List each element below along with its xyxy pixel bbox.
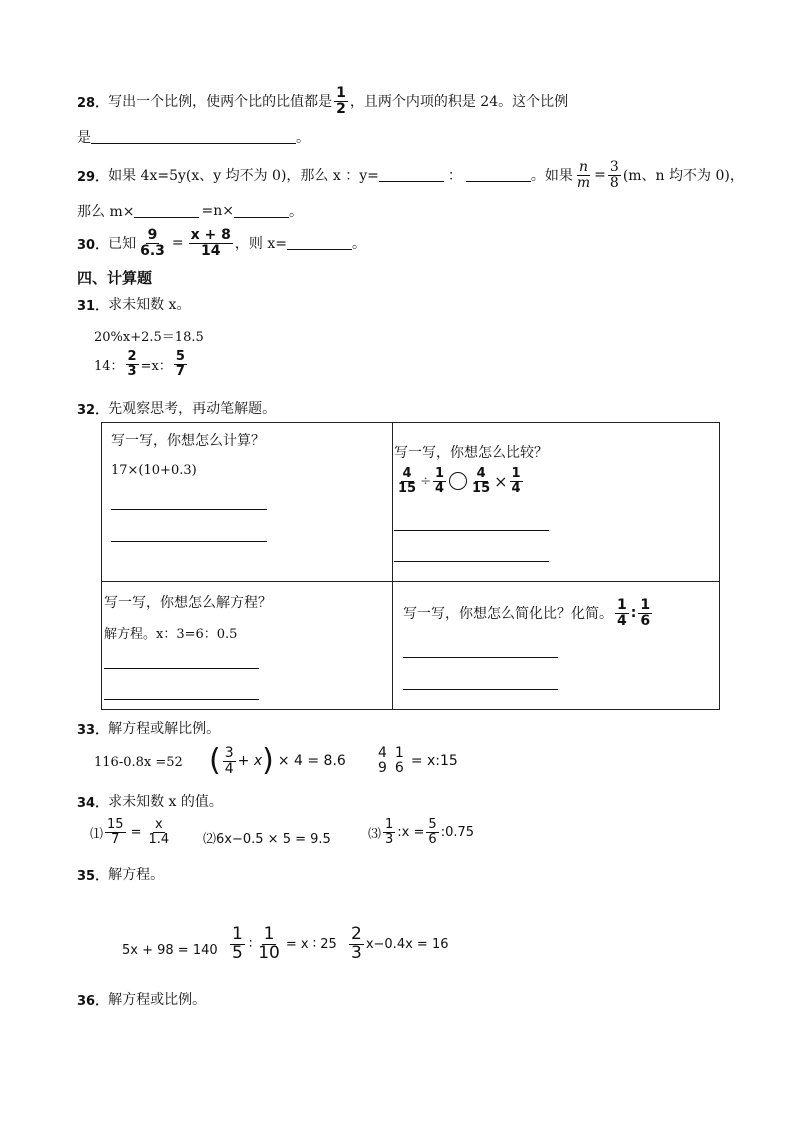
q30-text-2: ，则 x= [234,236,287,253]
q28-fraction: $\frac{1}{2}$ [336,85,346,117]
q32-cell3-expr: 解方程。x：3=6：0.5 [104,627,238,642]
q29-line2-b: =n× [201,203,234,219]
q35-equation-3: $\frac{2}{3}$ x−0.4x = 16 [351,924,449,963]
q28-text: 写出一个比例，使两个比的比值都是 [108,94,333,111]
q29-blank-4[interactable] [234,204,289,218]
q30-fraction-1: $\frac{9}{6.3}$ [140,227,165,259]
q29-line2-a: 那么 m× [77,204,135,220]
q34-line [77,791,223,811]
q35-text: 解方程。 [108,867,165,883]
q29-fraction-nm: $\frac{n}{m}$ [576,159,591,191]
q34-part-2: ⑵6x−0.5 × 5 = 9.5 [203,832,331,847]
q32-cell4-answer-1[interactable] [403,657,558,658]
q31-text: 求未知数 x。 [108,297,191,313]
q32-cell3-answer-2[interactable] [104,699,259,700]
q36-text: 解方程或比例。 [108,992,207,1008]
q32-cell2-answer-1[interactable] [394,530,549,531]
q30-line [77,228,366,258]
q32-cell2-title: 写一写，你想怎么比较？ [394,445,548,461]
q28-answer-blank[interactable] [91,130,296,144]
q30-answer-blank[interactable] [287,236,352,250]
q35-line [77,864,164,884]
q28-line2 [77,127,310,147]
q29-line1 [77,160,744,190]
q28-line2-start: 是 [77,130,91,146]
q35-number: 35． [77,868,109,884]
q36-line [77,989,206,1009]
q33-equation-3: 4 9 1 6 = x:15 [378,745,458,776]
q29-blank-3[interactable] [134,204,199,218]
q32-cell1-expr: 17×(10+0.3) [111,463,197,478]
q33-equation-2: ( $\frac{3}{4}$ + x ) × 4 = 8.6 [209,743,346,779]
compare-circle-icon[interactable] [449,472,467,490]
q36-number: 36． [77,993,109,1009]
q32-cell3-title: 写一写，你想怎么解方程？ [104,595,272,611]
q31-line [77,294,190,314]
q31-number: 31． [77,298,109,314]
q32-cell1-title: 写一写，你想怎么计算？ [111,433,265,449]
q32-number: 32． [77,402,109,418]
q31-fraction-1: $\frac{2}{3}$ [127,349,137,379]
q29-fraction-38: $\frac{3}{8}$ [609,159,619,191]
q34-part-3: ⑶ $\frac{1}{3}$ :x = $\frac{5}{6}$ :0.75 [368,817,475,847]
q34-number: 34． [77,795,109,811]
q32-table-divider-h [101,581,720,582]
q30-text: 已知 [108,236,137,253]
q31-equation-1: 20%x+2.5＝18.5 [94,330,204,345]
q33-number: 33． [77,722,109,738]
q32-cell4-title: 写一写，你想怎么简化比？化简。 [403,606,613,623]
q29-line2 [77,201,303,221]
q32-cell2-answer-2[interactable] [394,561,549,562]
q31-fraction-2: $\frac{5}{7}$ [175,349,185,379]
q32-text: 先观察思考，再动笔解题。 [108,401,277,417]
q29-text-3: (m、n 均不为 0)， [622,168,744,185]
q35-equation-1: 5x + 98 = 140 [122,943,218,958]
q29-blank-2[interactable] [466,168,531,182]
q35-equation-2: $\frac{1}{5}$ ∶ $\frac{1}{10}$ = x ∶ 25 [232,924,337,963]
q31-equation-2: 14： $\frac{2}{3}$ =x： $\frac{5}{7}$ [94,349,185,379]
q30-text-3: 。 [351,236,366,253]
q30-equals: = [171,235,184,252]
q28-line1 [77,86,568,116]
q32-cell4-title-line: 写一写，你想怎么简化比？化简。 $\frac{1}{4}$ : $\frac{1}{6}$ [403,597,651,629]
q30-number: 30． [77,237,109,253]
q32-cell3-answer-1[interactable] [104,668,259,669]
q32-line [77,398,276,418]
q34-text: 求未知数 x 的值。 [108,794,223,810]
q32-table-divider-v [392,422,393,710]
q29-line2-c: 。 [288,204,303,220]
section-title: 四、计算题 [77,269,153,287]
q29-number: 29． [77,169,109,185]
q29-equals: = [594,167,606,184]
q33-equation-1: 116-0.8x =52 [94,755,183,770]
q29-text-2: 。如果 [530,168,573,185]
q33-line [77,718,220,738]
q34-part-1: ⑴ $\frac{15}{7}$ = $\frac{x}{1.4}$ [90,817,170,847]
q30-fraction-2: $\frac{x + 8}{14}$ [190,227,231,259]
q29-text: 如果 4x=5y(x、y 均不为 0)，那么 x ：y= [108,168,379,185]
q28-text-2: ，且两个内项的积是 24。这个比例 [349,94,569,111]
q28-line2-end: 。 [296,130,310,146]
q33-text: 解方程或解比例。 [108,721,221,737]
q32-cell2-expr: $\frac{4}{15}$ ÷ $\frac{1}{4}$ $\frac{4}{15}$ × $\frac{1}{4}$ [398,466,521,496]
q32-cell1-answer-2[interactable] [111,541,267,542]
q29-colon: ： [447,168,462,185]
q29-blank-1[interactable] [379,168,444,182]
q28-number: 28． [77,95,109,111]
q32-cell4-answer-2[interactable] [403,689,558,690]
q32-cell1-answer-1[interactable] [111,509,267,510]
